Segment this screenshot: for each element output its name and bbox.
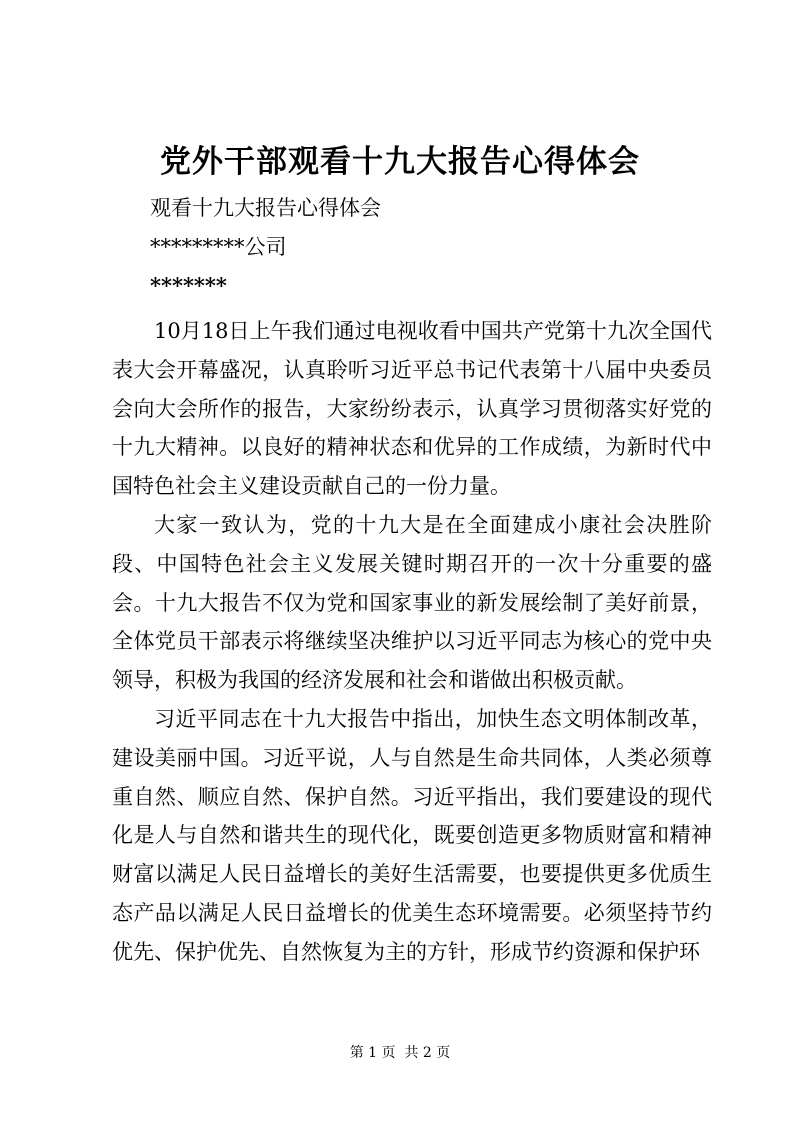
company-name: *********公司 bbox=[150, 235, 287, 259]
author-name: ******* bbox=[150, 273, 227, 298]
page-number-footer: 第 1 页 共 2 页 bbox=[349, 1045, 451, 1061]
document-title: 党外干部观看十九大报告心得体会 bbox=[160, 144, 640, 180]
document-body bbox=[112, 312, 712, 972]
document-subtitle: 观看十九大报告心得体会 bbox=[150, 196, 381, 220]
paragraph-1: 10月18日上午我们通过电视收看中国共产党第十九次全国代表大会开幕盛况，认真聆听习近平总书记代表第十八届中央委员会向大会所作的报告，大家纷纷表示，认真学习贯彻落实好党的十九大精神。以良好的精神状态和优异的工作成绩，为新时代中国特色社会主义建设贡献自己的一份力量。 bbox=[112, 319, 712, 499]
paragraph-2: 大家一致认为，党的十九大是在全面建成小康社会决胜阶段、中国特色社会主义发展关键时期召开的一次十分重要的盛会。十九大报告不仅为党和国家事业的新发展绘制了美好前景，全体党员干部表示将继续坚决维护以习近平同志为核心的党中央领导，积极为我国的经济发展和社会和谐做出积极贡献。 bbox=[112, 512, 712, 693]
paragraph-3: 习近平同志在十九大报告中指出，加快生态文明体制改革，建设美丽中国。习近平说，人与自然是生命共同体，人类必须尊重自然、顺应自然、保护自然。习近平指出，我们要建设的现代化是人与自然和谐共生的现代化，既要创造更多物质财富和精神财富以满足人民日益增长的美好生活需要，也要提供更多优质生态产品以满足人民日益增长的优美生态环境需要。必须坚持节约优先、保护优先、自然恢复为主的方针，形成节约资源和保护环 bbox=[112, 706, 712, 964]
